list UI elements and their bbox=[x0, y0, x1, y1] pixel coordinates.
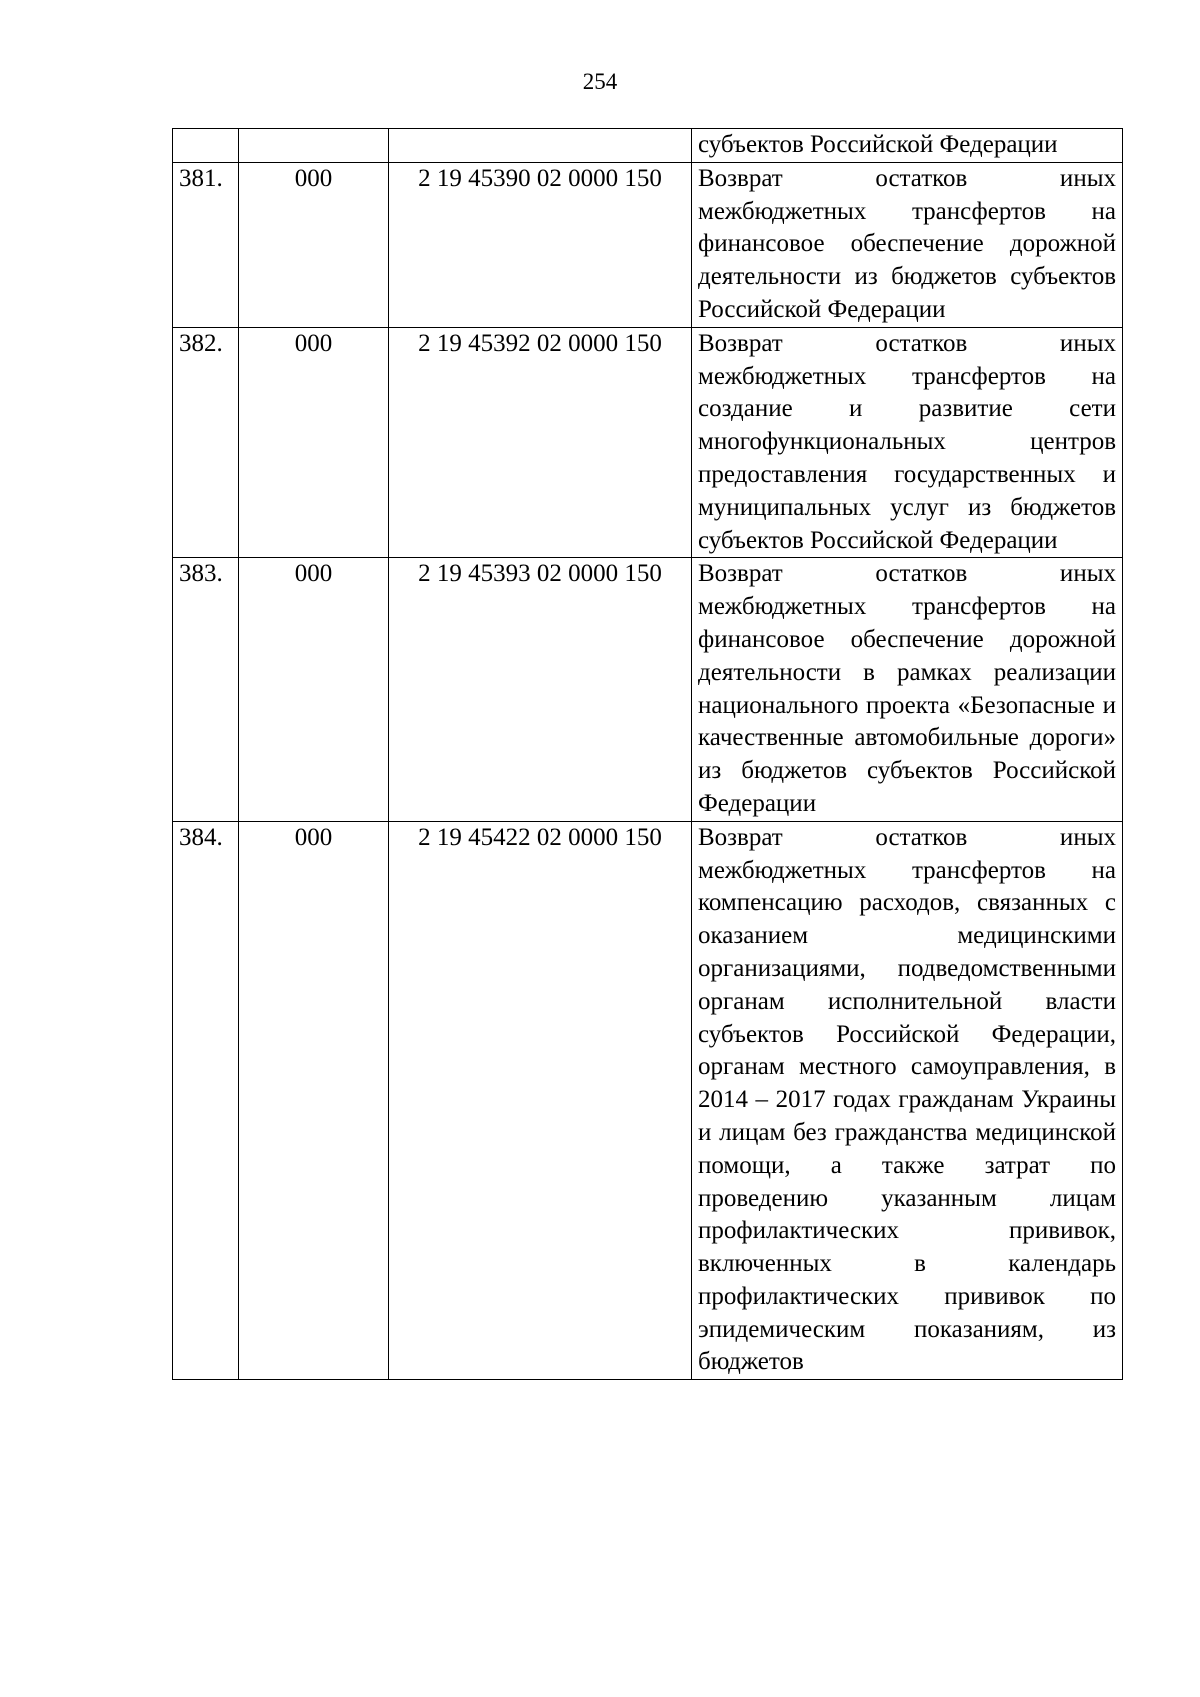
description-cell: субъектов Российской Федерации bbox=[692, 129, 1123, 163]
row-number-cell: 381. bbox=[173, 162, 239, 327]
row-number-cell: 382. bbox=[173, 327, 239, 558]
description-cell: Возврат остатков иных межбюджетных трансфертов на создание и развитие сети многофункциональных центров предоставления государственных и муниципальных услуг из бюджетов субъектов Российской Федерации bbox=[692, 327, 1123, 558]
description-cell: Возврат остатков иных межбюджетных трансфертов на компенсацию расходов, связанных с оказанием медицинскими организациями, подведомственными органам исполнительной власти субъектов Российской Федерации, органам местного самоуправления, в 2014 – 2017 годах гражданам Украины и лицам без гражданства медицинской помощи, а также затрат по проведению указанным лицам профилактических прививок, включенных в календарь профилактических прививок по эпидемическим показаниям, из бюджетов bbox=[692, 821, 1123, 1380]
admin-code-cell: 000 bbox=[239, 327, 389, 558]
budget-code-cell bbox=[389, 129, 692, 163]
page-number: 254 bbox=[582, 69, 618, 94]
table-row bbox=[173, 558, 1123, 821]
table-row bbox=[173, 821, 1123, 1380]
budget-code-cell: 2 19 45422 02 0000 150 bbox=[389, 821, 692, 1380]
table-row bbox=[173, 327, 1123, 558]
row-number-cell: 384. bbox=[173, 821, 239, 1380]
admin-code-cell bbox=[239, 129, 389, 163]
admin-code-cell: 000 bbox=[239, 162, 389, 327]
description-cell: Возврат остатков иных межбюджетных трансфертов на финансовое обеспечение дорожной деятельности из бюджетов субъектов Российской Федерации bbox=[692, 162, 1123, 327]
admin-code-cell: 000 bbox=[239, 558, 389, 821]
table-row bbox=[173, 162, 1123, 327]
row-number-cell: 383. bbox=[173, 558, 239, 821]
budget-code-cell: 2 19 45392 02 0000 150 bbox=[389, 327, 692, 558]
admin-code-cell: 000 bbox=[239, 821, 389, 1380]
budget-code-cell: 2 19 45390 02 0000 150 bbox=[389, 162, 692, 327]
table-row bbox=[173, 129, 1123, 163]
description-cell: Возврат остатков иных межбюджетных трансфертов на финансовое обеспечение дорожной деятельности в рамках реализации национального проекта «Безопасные и качественные автомобильные дороги» из бюджетов субъектов Российской Федерации bbox=[692, 558, 1123, 821]
budget-codes-table bbox=[172, 128, 1123, 1380]
row-number-cell bbox=[173, 129, 239, 163]
budget-code-cell: 2 19 45393 02 0000 150 bbox=[389, 558, 692, 821]
